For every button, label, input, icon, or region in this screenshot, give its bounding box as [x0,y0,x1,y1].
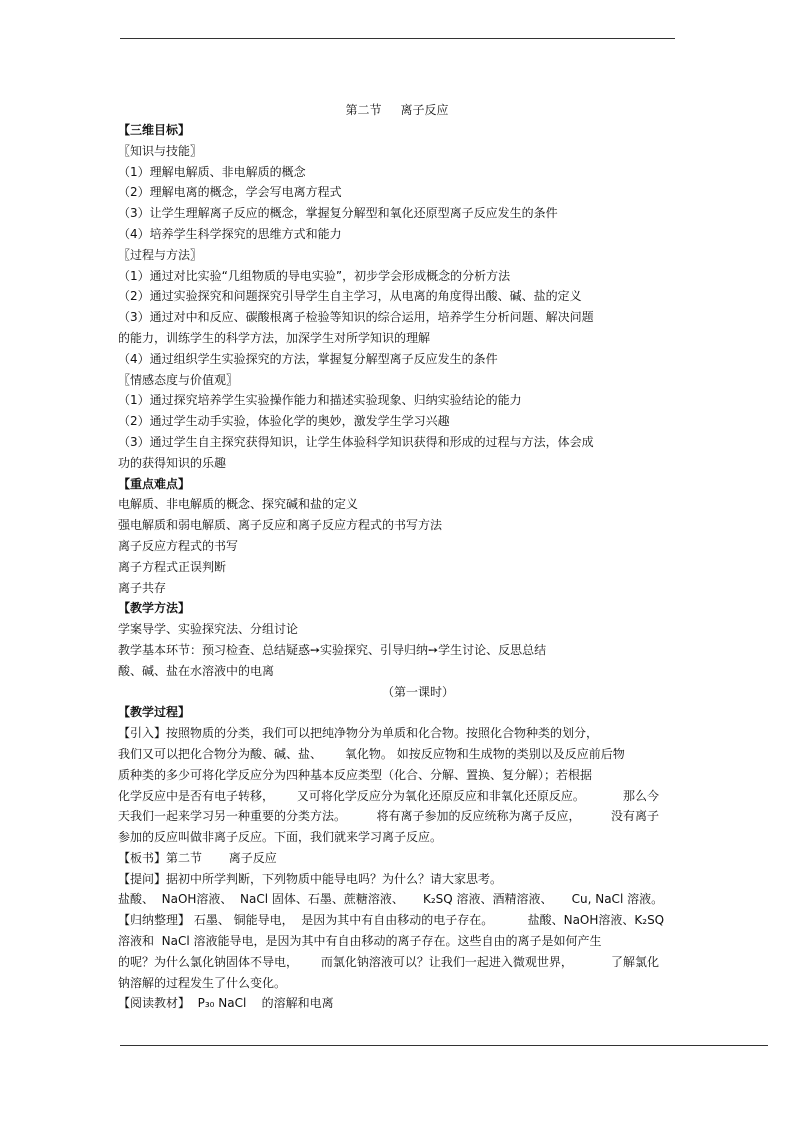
document-line: 〖知识与技能〗 [118,143,203,158]
document-line: 〖过程与方法〗 [118,247,203,262]
document-line: 【提问】据初中所学判断，下列物质中能导电吗？为什么？请大家思考。 [118,871,503,886]
document-line: （2）理解电离的概念，学会写电离方程式 [118,185,342,200]
header-rule [120,38,675,39]
document-body [118,120,688,1014]
document-line: （1）理解电解质、非电解质的概念 [118,164,306,179]
document-line: 【阅读教材】 P₃₀ NaCl 的溶解和电离 [118,996,334,1011]
document-line: 离子反应方程式的书写 [118,538,239,553]
document-line: （3）通过学生自主探究获得知识，让学生体验科学知识获得和形成的过程与方法，体会成 [118,434,594,449]
document-line: （1）通过对比实验“几组物质的导电实验”，初步学会形成概念的分析方法 [118,268,511,283]
document-line: 离子方程式正误判断 [118,559,227,574]
document-line: （3）通过对中和反应、碳酸根离子检验等知识的综合运用，培养学生分析问题、解决问题 [118,310,594,325]
document-line: 强电解质和弱电解质、离子反应和离子反应方程式的书写方法 [118,518,443,533]
document-line: 【归纳整理】 石墨、 铜能导电， 是因为其中有自由移动的电子存在。 盐酸、NaOH溶液、K₂SQ [118,913,665,928]
document-line: 电解质、非电解质的概念、探究碱和盐的定义 [118,497,359,512]
lesson-period-label: （第一课时） [381,684,454,699]
document-line: 质种类的多少可将化学反应分为四种基本反应类型（化合、分解、置换、复分解）；若根据 [118,767,593,782]
document-line: 溶液和 NaCl 溶液能导电，是因为其中有自由移动的离子存在。这些自由的离子是如何产生 [118,934,602,949]
document-line: （4）通过组织学生实验探究的方法，掌握复分解型离子反应发生的条件 [118,351,498,366]
document-line: （2）通过学生动手实验，体验化学的奥妙，激发学生学习兴趣 [118,414,450,429]
document-line: 酸、碱、盐在水溶液中的电离 [118,663,275,678]
document-line: 化学反应中是否有电子转移， 又可将化学反应分为氧化还原反应和非氧化还原反应。 那么今 [118,788,660,803]
document-line: 参加的反应叫做非离子反应。下面，我们就来学习离子反应。 [118,830,443,845]
document-line: 我们又可以把化合物分为酸、碱、盐、 氧化物。 如按反应物和生成物的类别以及反应前后物 [118,746,625,761]
document-line: （4）培养学生科学探究的思维方式和能力 [118,226,342,241]
document-line: 天我们一起来学习另一种重要的分类方法。 将有离子参加的反应统称为离子反应， 没有离子 [118,809,660,824]
document-line: （3）让学生理解离子反应的概念，掌握复分解型和氧化还原型离子反应发生的条件 [118,206,558,221]
document-line: 教学基本环节：预习检查、总结疑惑➙实验探究、引导归纳➙学生讨论、反思总结 [118,642,547,657]
document-line: 【教学过程】 [118,705,191,720]
document-line: 钠溶解的过程发生了什么变化。 [118,975,287,990]
document-line: 【教学方法】 [118,601,191,616]
document-line: 功的获得知识的乐趣 [118,455,227,470]
document-line: 的呢？为什么氯化钠固体不导电， 而氯化钠溶液可以？让我们一起进入微观世界， 了解氯化 [118,954,660,969]
document-line: 【板书】第二节 离子反应 [118,850,277,865]
document-line: 〖情感态度与价值观〗 [118,372,239,387]
document-line: 【三维目标】 [118,123,191,137]
section-title: 第二节 离子反应 [345,103,449,117]
document-line: 盐酸、 NaOH溶液、 NaCl 固体、石墨、蔗糖溶液、 K₂SQ 溶液、酒精溶液、 Cu, NaCl 溶液。 [118,892,664,907]
document-line: 【重点难点】 [118,476,191,491]
document-line: （1）通过探究培养学生实验操作能力和描述实验现象、归纳实验结论的能力 [118,393,522,408]
document-line: 的能力，训练学生的科学方法，加深学生对所学知识的理解 [118,330,431,345]
document-line: 学案导学、实验探究法、分组讨论 [118,622,299,637]
document-line: （2）通过实验探究和问题探究引导学生自主学习，从电离的角度得出酸、碱、盐的定义 [118,289,582,304]
document-line: 【引入】按照物质的分类，我们可以把纯净物分为单质和化合物。按照化合物种类的划分， [118,726,599,741]
footer-rule [120,1045,768,1046]
document-line: 离子共存 [118,580,167,595]
